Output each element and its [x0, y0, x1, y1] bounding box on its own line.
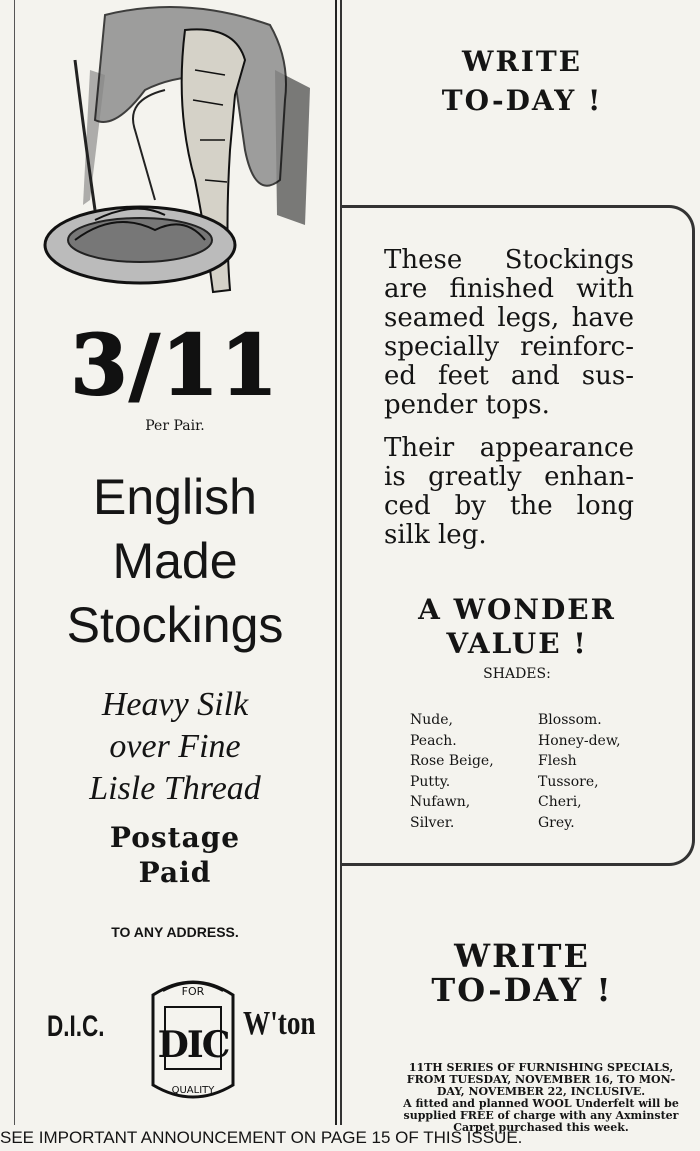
shades-title: SHADES: [483, 666, 551, 682]
shade-item: Nude, [410, 712, 453, 728]
shade-item: Honey-dew, [538, 732, 621, 749]
material-line-3: Lisle Thread [89, 770, 261, 807]
shade-item: Rose Beige, [410, 753, 494, 769]
address-note: TO ANY ADDRESS. [111, 924, 239, 940]
furnishing-specials-notice [382, 1062, 700, 1134]
wonder-value-heading [342, 593, 692, 661]
wonder-line-2: VALUE ! [446, 627, 588, 660]
notice-line: DAY, NOVEMBER 22, INCLUSIVE. [436, 1085, 646, 1098]
shade-item: Tussore, [538, 773, 599, 790]
logo-mid-text: DIC [157, 1024, 229, 1066]
shades-column-2 [538, 710, 648, 833]
logo-top-text: FOR [181, 985, 205, 998]
postage-line-1: Postage [109, 821, 241, 854]
product-description [384, 246, 634, 564]
shade-item: Blossom. [538, 712, 602, 728]
headline-line-3: Stockings [66, 597, 284, 653]
shade-item: Silver. [410, 814, 455, 831]
left-column [14, 0, 337, 1125]
store-name-right: W'ton [243, 1005, 316, 1042]
footer-announcement: SEE IMPORTANT ANNOUNCEMENT ON PAGE 15 OF THIS ISSUE. [0, 1128, 523, 1147]
material-line-2: over Fine [109, 728, 241, 765]
price: 3/11 [70, 318, 280, 414]
notice-line: Carpet purchased this week. [453, 1121, 629, 1134]
write-bottom-line-2: TO-DAY ! [431, 970, 613, 1009]
shades-column-1 [410, 710, 530, 833]
notice-line: 11TH SERIES OF FURNISHING SPECIALS, [408, 1061, 674, 1074]
write-top-line-2: TO-DAY ! [441, 84, 603, 118]
notice-line: FROM TUESDAY, NOVEMBER 16, TO MON- [406, 1073, 676, 1086]
material-description [15, 684, 335, 810]
dic-quality-logo [143, 973, 243, 1105]
notice-line: supplied FREE of charge with any Axminster [403, 1109, 679, 1122]
postage-line-2: Paid [138, 856, 212, 889]
write-bottom-line-1: WRITE [454, 937, 590, 975]
per-pair-label: Per Pair. [145, 418, 205, 434]
logo-bottom-text: QUALITY [171, 1085, 215, 1096]
shade-item: Peach. [410, 732, 457, 749]
shade-item: Putty. [410, 773, 451, 790]
description-paragraph-1: These Stockings are finished with seamed legs, have specially reinforc-ed feet and sus-pender tops. [384, 245, 634, 420]
shade-item: Nufawn, [410, 794, 471, 810]
material-line-1: Heavy Silk [101, 686, 249, 723]
headline-line-1: English [93, 469, 257, 525]
right-column [340, 0, 700, 1134]
write-today-top [342, 42, 700, 120]
description-paragraph-2: Their appearance is greatly enhan-ced by the long silk leg. [384, 433, 634, 550]
postage-paid [15, 820, 335, 890]
shade-item: Flesh [538, 753, 577, 769]
shade-item: Grey. [538, 814, 575, 831]
product-description-box [342, 205, 695, 866]
store-name-left: D.I.C. [47, 1010, 105, 1043]
wonder-line-1: A WONDER [418, 593, 616, 626]
headline [15, 465, 335, 657]
shade-item: Cheri, [538, 794, 582, 810]
notice-line: A fitted and planned WOOL Underfelt will be [403, 1097, 679, 1110]
write-today-bottom [342, 937, 700, 1009]
stocking-illustration [35, 0, 325, 310]
headline-line-2: Made [112, 533, 238, 589]
write-top-line-1: WRITE [462, 45, 582, 78]
